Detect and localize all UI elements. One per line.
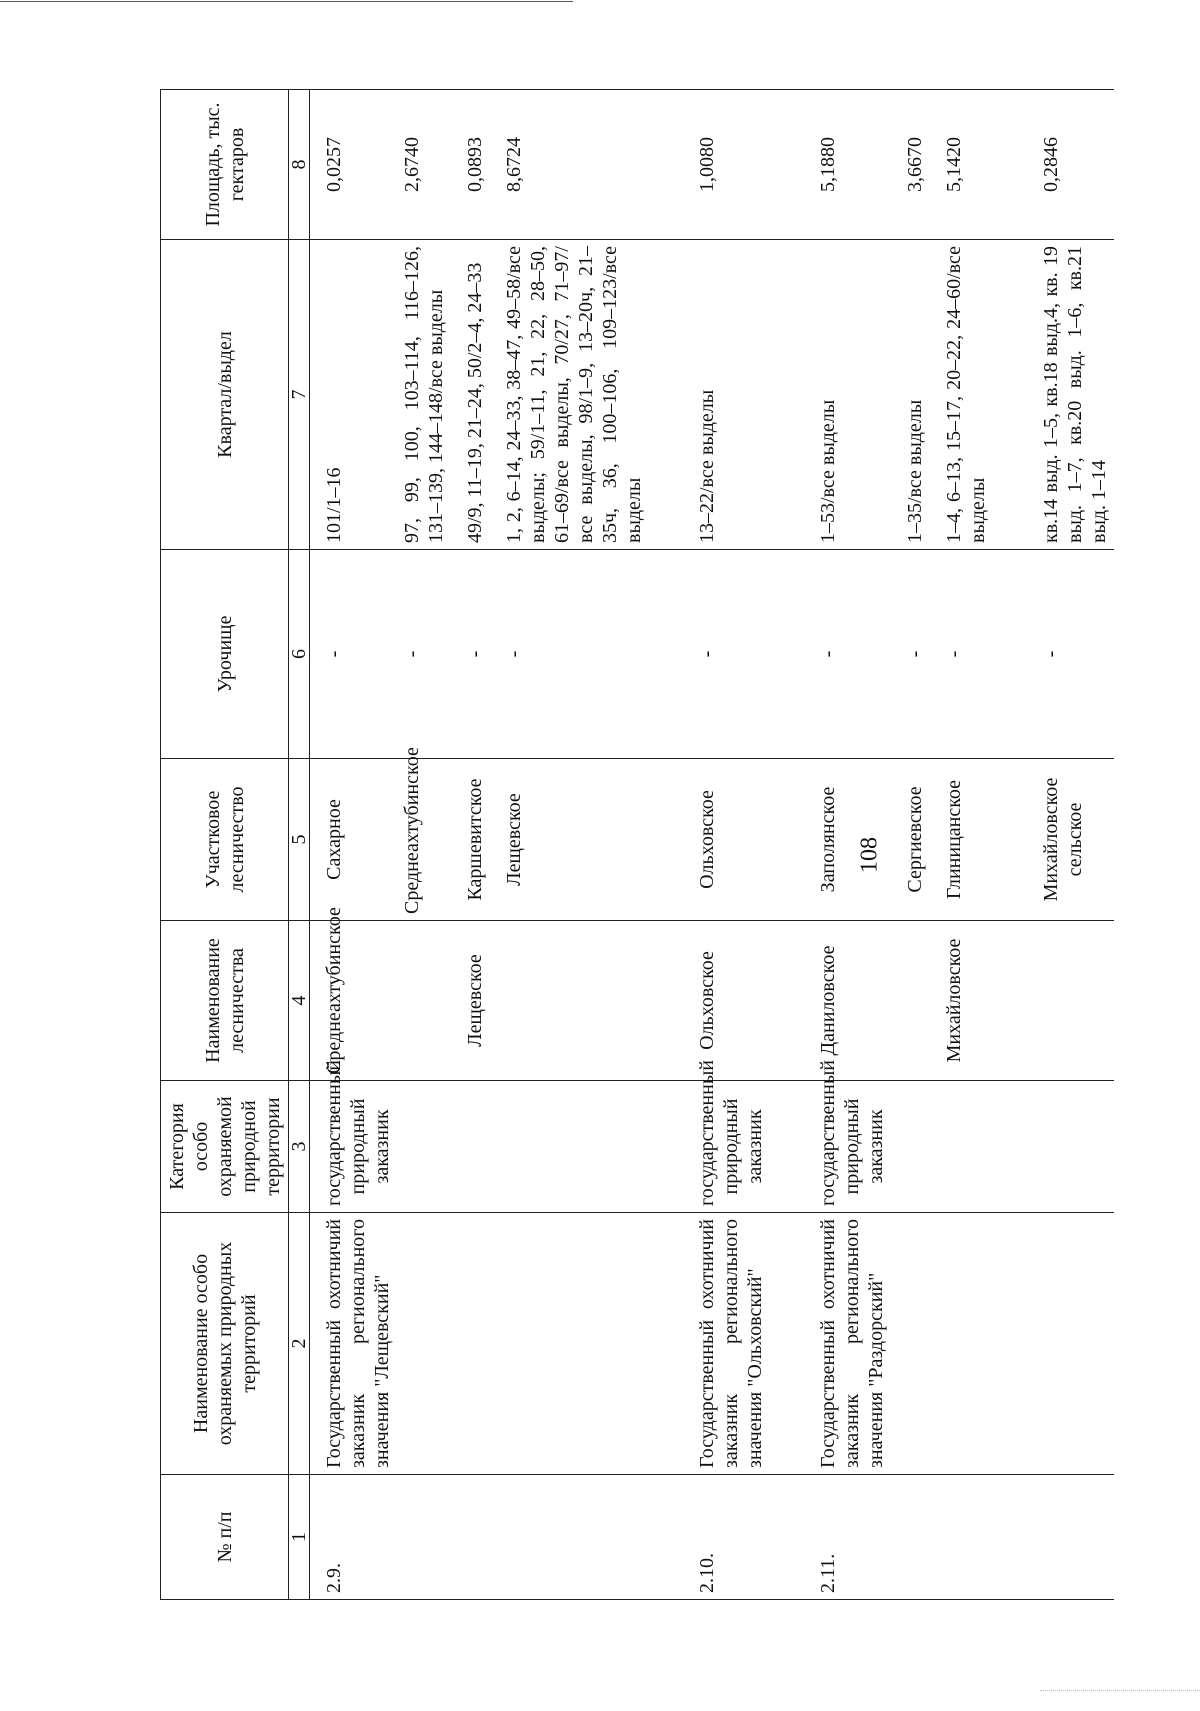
row-district: Ольховское (649, 759, 770, 921)
row-quarter: 1–35/все выделы (891, 240, 930, 550)
row-tract: - (397, 550, 451, 759)
row-category (993, 1081, 1114, 1213)
table-row (310, 90, 398, 1600)
row-tract: - (993, 550, 1114, 759)
row-name (891, 1213, 930, 1475)
row-tract: - (451, 550, 490, 759)
header-num: № п/п (161, 1475, 289, 1600)
row-district: Каршевитское (451, 759, 490, 921)
row-name (451, 1213, 490, 1475)
row-tract: - (770, 550, 891, 759)
header-quarter: Квартал/выдел (161, 240, 289, 550)
page-number: 108 (856, 837, 883, 873)
row-name: Государственный охотничий заказник регионального значения "Лещевский" (310, 1213, 398, 1475)
column-number: 8 (289, 90, 310, 240)
column-number: 4 (289, 921, 310, 1081)
row-area: 0,2846 (993, 90, 1114, 240)
row-num (451, 1475, 490, 1600)
column-number: 5 (289, 759, 310, 921)
table-row (490, 90, 649, 1600)
row-forestry: Ольховское (649, 921, 770, 1081)
row-quarter: 1, 2, 6–14, 24–33, 38–47, 49–58/все выделы; 59/1–11, 21, 22, 28–50, 61–69/все выделы, 70/27, 71–97/все выделы, 98/1–9, 13–20ч, 21–35ч, 36, 100–106, 109–123/все выделы (490, 240, 649, 550)
row-tract: - (310, 550, 398, 759)
header-forestry: Наименование лесничества (161, 921, 289, 1081)
row-quarter: 97, 99, 100, 103–114, 116–126, 131–139, 144–148/все выделы (397, 240, 451, 550)
header-name: Наименование особо охраняемых природных территорий (161, 1213, 289, 1475)
table-row (649, 90, 770, 1600)
row-name: Государственный охотничий заказник регионального значения "Ольховский" (649, 1213, 770, 1475)
row-quarter: кв.14 выд. 1–5, кв.18 выд.4, кв. 19 выд. 1–7, кв.20 выд. 1–6, кв.21 выд. 1–14 (993, 240, 1114, 550)
row-name (490, 1213, 649, 1475)
row-name (397, 1213, 451, 1475)
row-num: 2.10. (649, 1475, 770, 1600)
row-forestry: Среднеахтубинское (310, 921, 398, 1081)
column-number: 6 (289, 550, 310, 759)
header-area: Площадь, тыс. гектаров (161, 90, 289, 240)
row-district: Заполянское (770, 759, 891, 921)
row-num: 2.11. (770, 1475, 891, 1600)
row-area: 0,0893 (451, 90, 490, 240)
row-category (490, 1081, 649, 1213)
row-category (891, 1081, 930, 1213)
row-num (993, 1475, 1114, 1600)
row-forestry: Лещевское (451, 921, 490, 1081)
row-area: 2,6740 (397, 90, 451, 240)
row-category (930, 1081, 993, 1213)
row-num (490, 1475, 649, 1600)
row-area: 1,0080 (649, 90, 770, 240)
row-name (930, 1213, 993, 1475)
row-tract: - (891, 550, 930, 759)
row-forestry: Михайловское (930, 921, 993, 1081)
row-num (930, 1475, 993, 1600)
row-tract: - (649, 550, 770, 759)
rotated-table-stage (160, 90, 1110, 1600)
column-number: 1 (289, 1475, 310, 1600)
table-row (451, 90, 490, 1600)
row-num (397, 1475, 451, 1600)
row-district: Лещевское (490, 759, 649, 921)
row-area: 3,6670 (891, 90, 930, 240)
row-quarter: 101/1–16 (310, 240, 398, 550)
row-quarter: 1–4, 6–13, 15–17, 20–22, 24–60/все выделы (930, 240, 993, 550)
row-area: 5,1420 (930, 90, 993, 240)
row-district: Глиницанское (930, 759, 993, 921)
row-category (397, 1081, 451, 1213)
table-row (891, 90, 930, 1600)
table-header-row (161, 90, 289, 1600)
header-tract: Урочище (161, 550, 289, 759)
row-quarter: 13–22/все выделы (649, 240, 770, 550)
protected-areas-table (160, 89, 1114, 1600)
row-quarter: 49/9, 11–19, 21–24, 50/2–4, 24–33 (451, 240, 490, 550)
row-area: 5,1880 (770, 90, 891, 240)
row-tract: - (930, 550, 993, 759)
scan-mark (1040, 1690, 1200, 1691)
row-name: Государственный охотничий заказник регионального значения "Раздорский" (770, 1213, 891, 1475)
column-number: 7 (289, 240, 310, 550)
row-district: Среднеахтубинское (397, 759, 451, 921)
row-district: Михайловское сельское (993, 759, 1114, 921)
row-forestry (891, 921, 930, 1081)
table-row (993, 90, 1114, 1600)
row-district: Сергиевское (891, 759, 930, 921)
row-forestry (993, 921, 1114, 1081)
row-num: 2.9. (310, 1475, 398, 1600)
row-district: Сахарное (310, 759, 398, 921)
row-category: государственный природный заказник (770, 1081, 891, 1213)
row-quarter: 1–53/все выделы (770, 240, 891, 550)
row-category: государственный природный заказник (310, 1081, 398, 1213)
row-num (891, 1475, 930, 1600)
row-area: 0,0257 (310, 90, 398, 240)
table-row (930, 90, 993, 1600)
header-category: Категория особо охраняемой природной территории (161, 1081, 289, 1213)
column-number-row (289, 90, 310, 1600)
row-area: 8,6724 (490, 90, 649, 240)
table-row (397, 90, 451, 1600)
row-forestry (397, 921, 451, 1081)
row-forestry: Даниловское (770, 921, 891, 1081)
row-name (993, 1213, 1114, 1475)
column-number: 2 (289, 1213, 310, 1475)
top-rule (0, 1, 573, 2)
header-district: Участковое лесничество (161, 759, 289, 921)
column-number: 3 (289, 1081, 310, 1213)
table-row (770, 90, 891, 1600)
row-tract: - (490, 550, 649, 759)
row-category (451, 1081, 490, 1213)
row-category: государственный природный заказник (649, 1081, 770, 1213)
row-forestry (490, 921, 649, 1081)
